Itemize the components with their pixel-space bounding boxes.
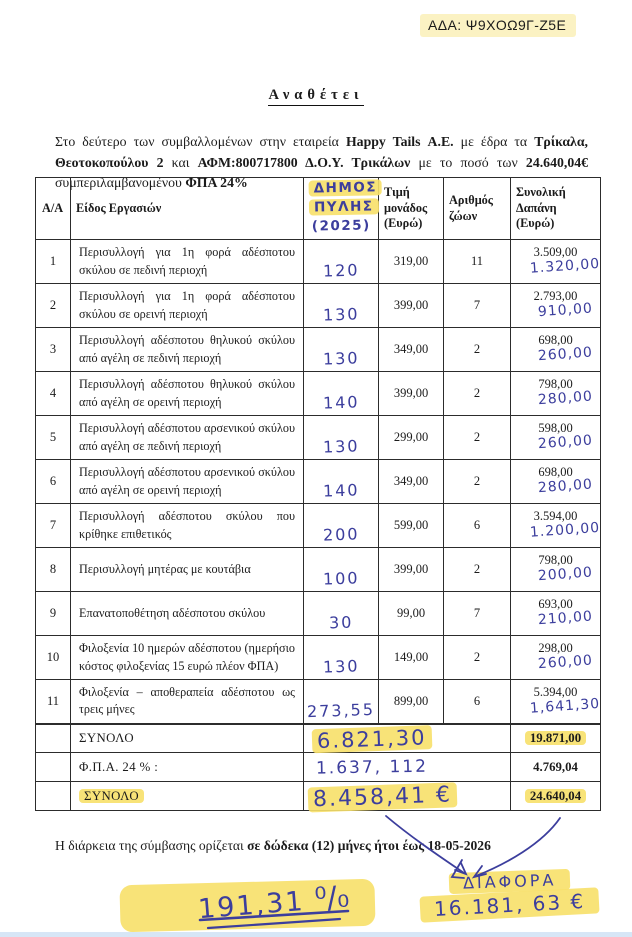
handwritten-total: 910,00	[537, 300, 594, 321]
handwritten-unit-value: 130	[322, 436, 360, 457]
table-row	[36, 504, 601, 548]
work-description: Περισυλλογή αδέσποτου αρσενικού σκύλου από αγέλη σε ορεινή περιοχή	[71, 460, 304, 504]
handwritten-difference-note	[420, 870, 600, 921]
header-unit-price: Τιμή μονάδος (Ευρώ)	[379, 178, 444, 240]
total-cost-cell	[511, 240, 601, 284]
table-row	[36, 548, 601, 592]
works-table	[35, 177, 601, 811]
handwritten-unit-cell	[304, 504, 379, 548]
handwritten-vat-cell	[304, 753, 511, 782]
handwritten-grand-total-cell	[304, 782, 511, 811]
printed-total: 698,00	[538, 465, 573, 479]
printed-total: 693,00	[538, 597, 573, 611]
handwritten-subtotal: 6.821,30	[312, 725, 432, 753]
handwritten-unit-cell	[304, 416, 379, 460]
unit-price: 349,00	[379, 328, 444, 372]
company-name: Happy Tails Α.Ε.	[345, 134, 454, 149]
handwritten-unit-value: 200	[322, 524, 360, 545]
unit-price: 399,00	[379, 284, 444, 328]
row-number: 6	[36, 460, 71, 504]
header-total-cost: Συνολική Δαπάνη (Ευρώ)	[511, 178, 601, 240]
total-cost-cell	[511, 636, 601, 680]
row-number: 4	[36, 372, 71, 416]
handwritten-unit-value: 130	[322, 348, 360, 369]
handwritten-total: 1.320,00	[529, 255, 602, 277]
animal-count: 2	[444, 636, 511, 680]
table-row	[36, 240, 601, 284]
animal-count: 6	[444, 504, 511, 548]
grand-total-label	[71, 782, 304, 811]
animal-count: 11	[444, 240, 511, 284]
work-description: Περισυλλογή μητέρας με κουτάβια	[71, 548, 304, 592]
handwritten-unit-cell	[304, 636, 379, 680]
company-tax-info: ΑΦΜ:800717800 Δ.Ο.Υ. Τρικάλων	[197, 154, 411, 170]
header-works: Είδος Εργασιών	[71, 178, 304, 240]
vat-note: ΦΠΑ 24%	[185, 175, 248, 191]
summary-row-grand-total	[36, 782, 601, 811]
section-heading	[0, 86, 632, 104]
printed-grand-total	[511, 782, 601, 811]
animal-count: 2	[444, 372, 511, 416]
total-cost-cell	[511, 504, 601, 548]
handwritten-total: 1.200,00	[529, 519, 602, 541]
handwritten-total: 260,00	[537, 432, 594, 453]
total-cost-cell	[511, 592, 601, 636]
row-number: 5	[36, 416, 71, 460]
row-number: 8	[36, 548, 71, 592]
duration-bold: σε δώδεκα (12) μήνες ήτοι έως 18-05-2026	[247, 838, 491, 853]
subtotal-label: ΣΥΝΟΛΟ	[71, 724, 304, 753]
handwritten-unit-value: 273,55	[306, 699, 376, 721]
handwritten-unit-cell	[304, 284, 379, 328]
work-description: Περισυλλογή αδέσποτου αρσενικού σκύλου από αγέλη σε πεδινή περιοχή	[71, 416, 304, 460]
handwritten-unit-value: 120	[322, 260, 360, 281]
printed-total: 798,00	[538, 377, 573, 391]
printed-vat: 4.769,04	[511, 753, 601, 782]
duration-text: Η διάρκεια της σύμβασης ορίζεται	[55, 838, 248, 853]
handwritten-unit-cell	[304, 372, 379, 416]
heading-text: Αναθέτει	[268, 87, 363, 106]
ada-code: ΑΔΑ: Ψ9ΧΟΩ9Γ-Ζ5Ε	[420, 14, 576, 37]
hw-municipality-line1: ΔΗΜΟΣ	[309, 179, 383, 196]
work-description: Φιλοξενία 10 ημερών αδέσποτου (ημερήσιο κόστος φιλοξενίας 15 ευρώ πλέον ΦΠΑ)	[71, 636, 304, 680]
printed-total: 698,00	[538, 333, 573, 347]
contract-amount: 24.640,04€	[525, 154, 589, 170]
intro-text: με το ποσό των	[410, 154, 526, 170]
handwritten-unit-value: 140	[322, 480, 360, 501]
total-cost-cell	[511, 416, 601, 460]
handwritten-total: 210,00	[537, 608, 594, 629]
printed-total: 298,00	[538, 641, 573, 655]
table-row	[36, 328, 601, 372]
row-number: 10	[36, 636, 71, 680]
contract-duration	[55, 838, 491, 854]
printed-total: 598,00	[538, 421, 573, 435]
animal-count: 7	[444, 592, 511, 636]
printed-total: 2.793,00	[533, 289, 578, 303]
handwritten-vat: 1.637, 112	[315, 756, 429, 779]
table-row	[36, 460, 601, 504]
printed-total: 3.594,00	[533, 509, 578, 523]
total-cost-cell	[511, 460, 601, 504]
handwritten-total: 280,00	[537, 476, 594, 497]
work-description: Περισυλλογή αδέσποτου σκύλου που κρίθηκε επιθετικός	[71, 504, 304, 548]
handwritten-grand-total: 8.458,41 €	[307, 782, 457, 812]
unit-price: 599,00	[379, 504, 444, 548]
handwritten-total: 1,641,30	[529, 695, 602, 717]
intro-text: συμπεριλαμβανομένου	[55, 175, 186, 191]
printed-subtotal-value: 19.871,00	[525, 731, 586, 745]
work-description: Επανατοποθέτηση αδέσποτου σκύλου	[71, 592, 304, 636]
table-row	[36, 636, 601, 680]
handwritten-total: 280,00	[537, 388, 594, 409]
row-number: 7	[36, 504, 71, 548]
unit-price: 319,00	[379, 240, 444, 284]
animal-count: 2	[444, 328, 511, 372]
unit-price: 99,00	[379, 592, 444, 636]
printed-total: 5.394,00	[533, 685, 578, 699]
handwritten-total: 260,00	[537, 344, 594, 365]
percent-value: 191,31	[197, 885, 306, 926]
animal-count: 2	[444, 460, 511, 504]
table-row	[36, 680, 601, 724]
handwritten-unit-cell	[304, 460, 379, 504]
handwritten-unit-cell	[304, 328, 379, 372]
intro-text: Στο δεύτερο των συμβαλλομένων στην εταιρεία	[55, 134, 346, 149]
printed-total: 3.509,00	[533, 245, 578, 259]
work-description: Περισυλλογή αδέσποτου θηλυκού σκύλου από αγέλη σε ορεινή περιοχή	[71, 372, 304, 416]
empty-cell	[36, 782, 71, 811]
total-cost-cell	[511, 372, 601, 416]
difference-value: 16.181, 63 €	[420, 887, 600, 922]
unit-price: 149,00	[379, 636, 444, 680]
company-address: Τρίκαλα, Θεοτοκοπούλου 2	[55, 134, 588, 170]
intro-text: με έδρα τα	[453, 134, 535, 149]
table-row	[36, 284, 601, 328]
table-header-row	[36, 178, 601, 240]
scan-edge-artifact	[0, 932, 632, 937]
handwritten-percent-note	[120, 879, 375, 929]
table-row	[36, 592, 601, 636]
grand-total-label-text: ΣΥΝΟΛΟ	[79, 789, 144, 803]
row-number: 9	[36, 592, 71, 636]
handwritten-unit-value: 100	[322, 568, 360, 589]
handwritten-unit-cell	[304, 548, 379, 592]
row-number: 11	[36, 680, 71, 724]
printed-subtotal	[511, 724, 601, 753]
work-description: Περισυλλογή αδέσποτου θηλυκού σκύλου από αγέλη σε πεδινή περιοχή	[71, 328, 304, 372]
animal-count: 7	[444, 284, 511, 328]
row-number: 2	[36, 284, 71, 328]
handwritten-total: 200,00	[537, 564, 594, 585]
handwritten-unit-cell	[304, 240, 379, 284]
percent-sign: ⁰/₀	[313, 879, 351, 918]
hw-municipality-line2: ΠΥΛΗΣ	[309, 198, 379, 215]
total-cost-cell	[511, 548, 601, 592]
total-cost-cell	[511, 284, 601, 328]
handwritten-unit-value: 140	[322, 392, 360, 413]
unit-price: 299,00	[379, 416, 444, 460]
empty-cell	[36, 753, 71, 782]
total-cost-cell	[511, 328, 601, 372]
difference-label: ΔΙΑΦΟΡΑ	[449, 869, 571, 894]
work-description: Περισυλλογή για 1η φορά αδέσποτου σκύλου σε πεδινή περιοχή	[71, 240, 304, 284]
summary-row-subtotal	[36, 724, 601, 753]
row-number: 3	[36, 328, 71, 372]
printed-total: 798,00	[538, 553, 573, 567]
animal-count: 6	[444, 680, 511, 724]
total-cost-cell	[511, 680, 601, 724]
unit-price: 399,00	[379, 372, 444, 416]
work-description: Φιλοξενία – αποθεραπεία αδέσποτου ως τρεις μήνες	[71, 680, 304, 724]
handwritten-unit-cell	[304, 680, 379, 724]
vat-label: Φ.Π.Α. 24 % :	[71, 753, 304, 782]
intro-text: και	[163, 154, 198, 170]
handwritten-unit-cell	[304, 592, 379, 636]
unit-price: 399,00	[379, 548, 444, 592]
printed-grand-total-value: 24.640,04	[525, 789, 586, 803]
handwritten-unit-value: 130	[322, 304, 360, 325]
hw-municipality-line3: (2025)	[311, 217, 371, 235]
handwritten-unit-value: 30	[328, 612, 354, 633]
row-number: 1	[36, 240, 71, 284]
table-row	[36, 416, 601, 460]
summary-row-vat	[36, 753, 601, 782]
header-handwritten-municipality	[304, 178, 379, 240]
table-row	[36, 372, 601, 416]
unit-price: 899,00	[379, 680, 444, 724]
handwritten-subtotal-cell	[304, 724, 511, 753]
header-animal-count: Αριθμός ζώων	[444, 178, 511, 240]
header-aa: Α/Α	[36, 178, 71, 240]
animal-count: 2	[444, 548, 511, 592]
handwritten-total: 260,00	[537, 652, 594, 673]
unit-price: 349,00	[379, 460, 444, 504]
animal-count: 2	[444, 416, 511, 460]
work-description: Περισυλλογή για 1η φορά αδέσποτου σκύλου σε ορεινή περιοχή	[71, 284, 304, 328]
handwritten-unit-value: 130	[322, 656, 360, 677]
empty-cell	[36, 724, 71, 753]
